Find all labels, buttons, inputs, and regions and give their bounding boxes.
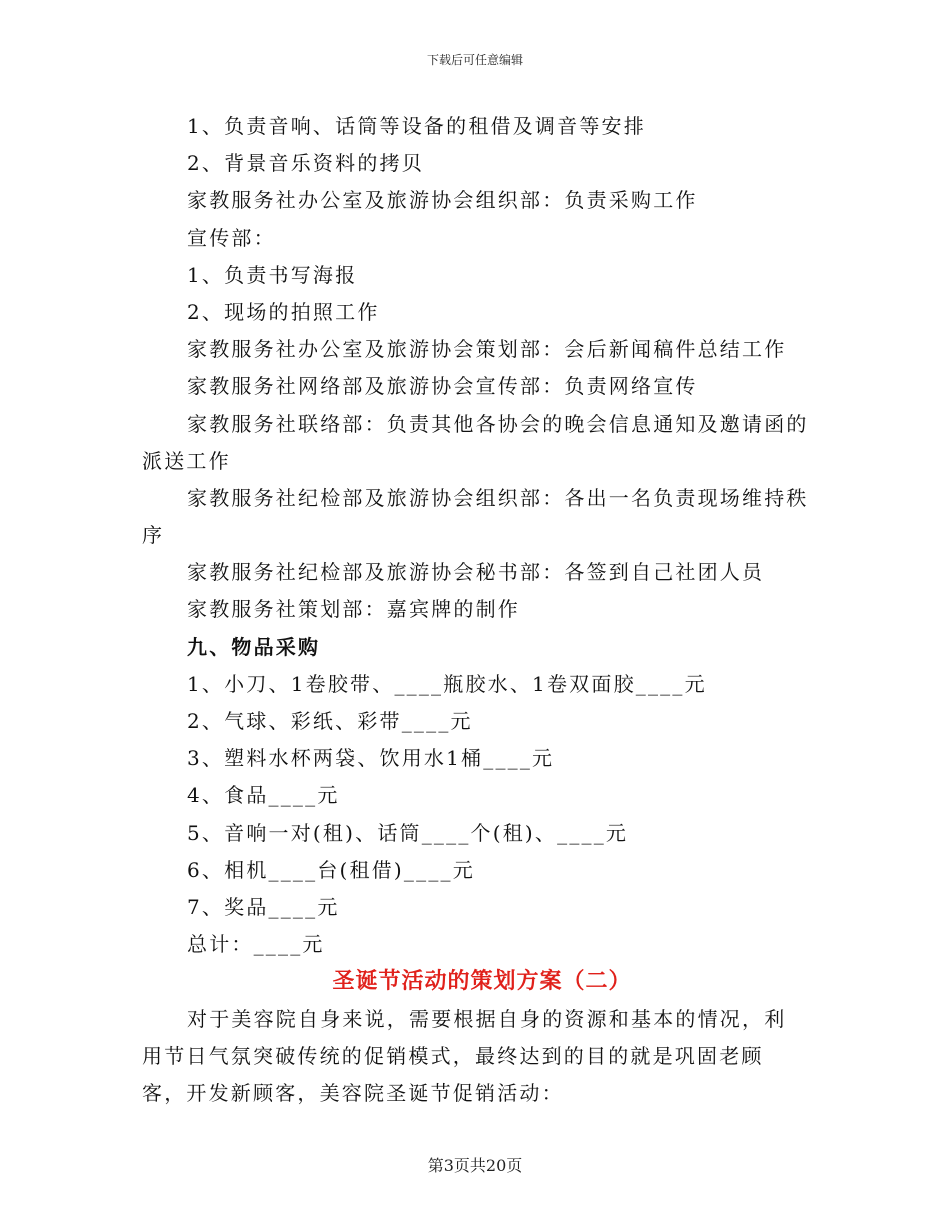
list-item: 4、食品____元 [187,783,340,808]
document-body [142,108,809,1112]
text-line: 家教服务社办公室及旅游协会策划部：会后新闻稿件总结工作 [187,337,787,362]
text-line: 家教服务社联络部：负责其他各协会的晚会信息通知及邀请函的 [187,411,809,436]
list-item: 7、奖品____元 [187,894,340,919]
text-line: 2、现场的拍照工作 [187,299,380,324]
text-line: 1、负责书写海报 [187,262,358,287]
text-line: 宣传部： [187,225,276,250]
total-line: 总计：____元 [187,932,325,957]
text-line: 家教服务社纪检部及旅游协会组织部：各出一名负责现场维持秩 [187,485,809,510]
text-line: 家教服务社办公室及旅游协会组织部：负责采购工作 [187,188,698,213]
list-item: 2、气球、彩纸、彩带____元 [187,709,473,733]
text-line: 序 [142,523,165,548]
page-footer: 第3页共20页 [427,1156,523,1175]
text-line: 家教服务社网络部及旅游协会宣传部：负责网络宣传 [187,374,698,399]
section-title: 圣诞节活动的策划方案（二） [332,968,632,995]
section-heading: 九、物品采购 [187,634,321,659]
text-line: 家教服务社策划部：嘉宾牌的制作 [187,597,520,622]
text-line: 1、负责音响、话筒等设备的租借及调音等安排 [187,114,646,138]
text-line: 2、背景音乐资料的拷贝 [187,151,424,176]
list-item: 3、塑料水杯两袋、饮用水1桶____元 [187,746,555,771]
text-line: 派送工作 [142,448,231,473]
list-item: 1、小刀、1卷胶带、____瓶胶水、1卷双面胶____元 [187,671,707,696]
list-item: 5、音响一对(租)、话筒____个(租)、____元 [187,820,629,845]
body-paragraph: 对于美容院自身来说，需要根据自身的资源和基本的情况，利用节日气氛突破传统的促销模式，最终达到的目的就是巩固老顾客，开发新顾客，美容院圣诞节促销活动： [142,1006,787,1105]
text-line: 家教服务社纪检部及旅游协会秘书部：各签到自己社团人员 [187,560,765,585]
page-header: 下载后可任意编辑 [426,53,523,67]
list-item: 6、相机____台(租借)____元 [187,857,475,882]
